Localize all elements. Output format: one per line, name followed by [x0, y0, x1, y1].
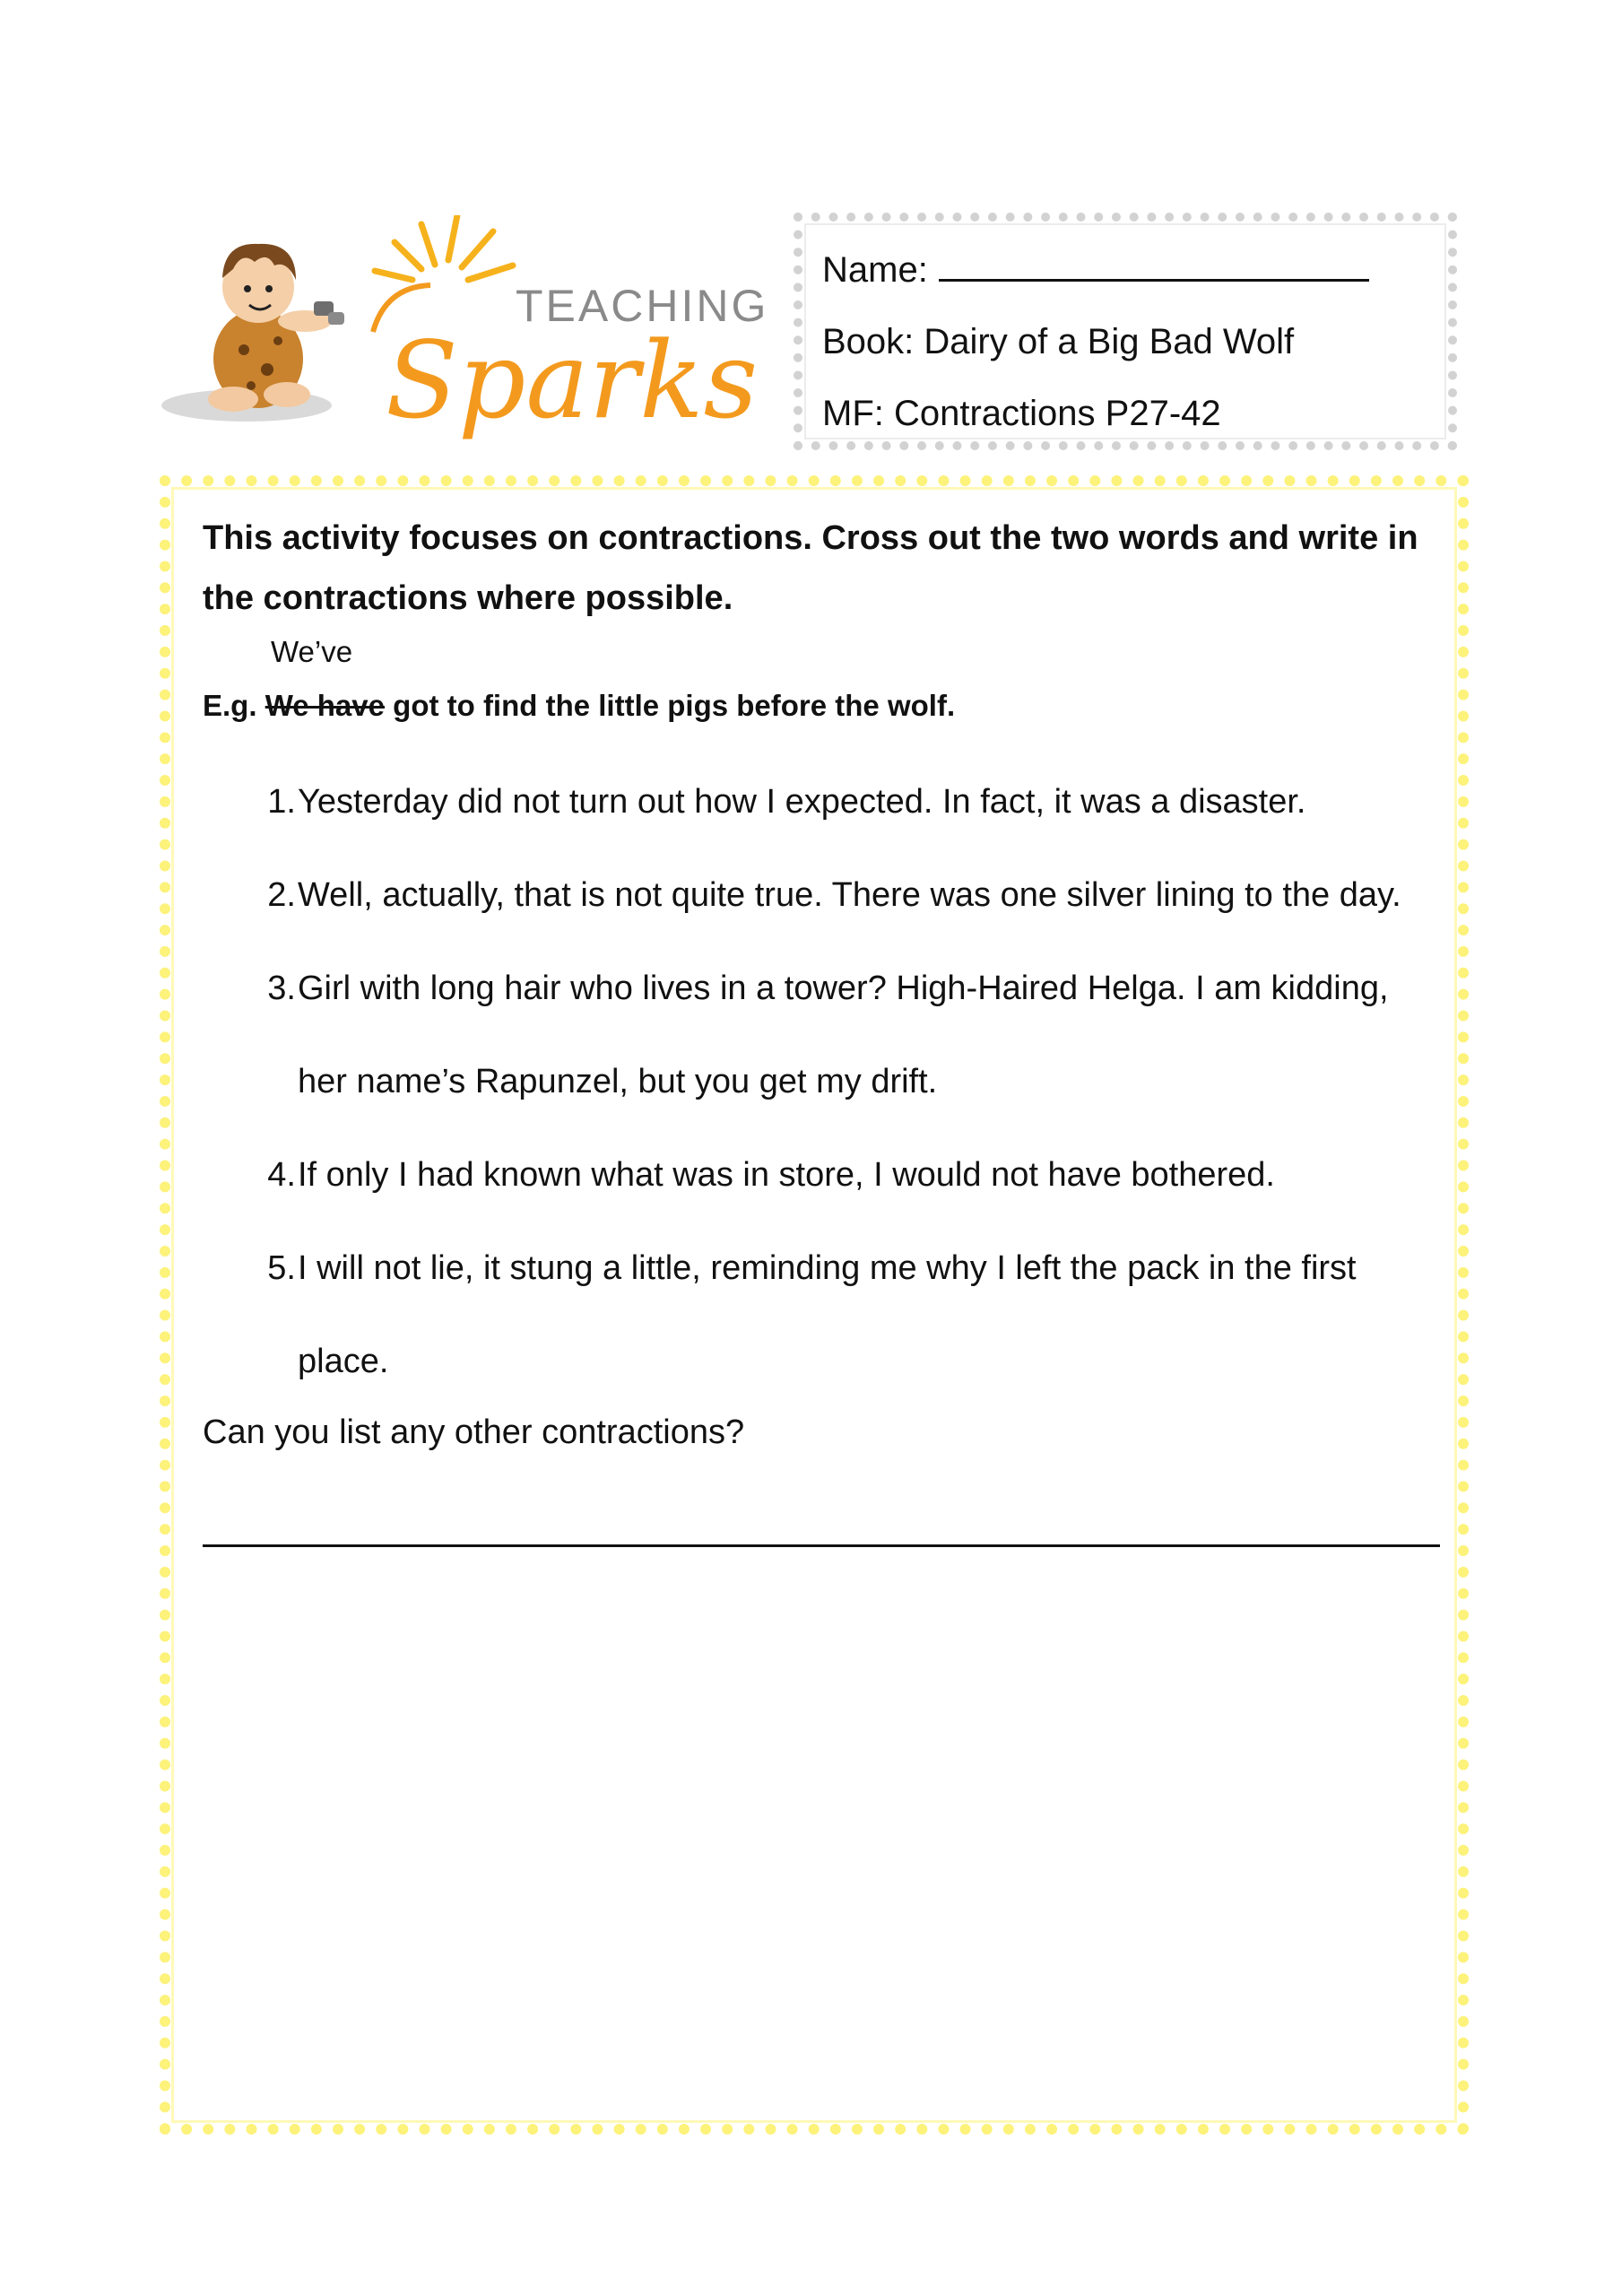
question-number: 2. [267, 876, 296, 914]
name-label: Name: [822, 250, 928, 290]
name-line [822, 234, 1448, 306]
logo-graphic [161, 215, 771, 448]
example-rest: got to find the little pigs before the wolf. [393, 689, 956, 722]
example-sentence [203, 686, 955, 726]
mf-line: MF: Contractions P27-42 [822, 394, 1221, 433]
closing-question: Can you list any other contractions? [203, 1413, 745, 1451]
question-number: 4. [267, 1156, 296, 1194]
book-line: Book: Dairy of a Big Bad Wolf [822, 322, 1295, 361]
question-text[interactable]: If only I had known what was in store, I would not have bothered. [298, 1156, 1275, 1194]
example-prefix: E.g. [203, 689, 257, 722]
question-number: 5. [267, 1249, 296, 1287]
logo-text-bottom: Sparks [386, 318, 759, 442]
question-text[interactable]: I will not lie, it stung a little, reminding me why I left the pack in the first place. [298, 1249, 1357, 1380]
question-text[interactable]: Well, actually, that is not quite true. There was one silver lining to the day. [298, 876, 1401, 914]
example-crossed-out: We have [265, 689, 385, 722]
name-field[interactable] [939, 247, 1369, 282]
teaching-sparks-logo [161, 215, 771, 448]
activity-instructions: This activity focuses on contractions. Cross out the two words and write in the contractions where possible. [203, 519, 1418, 617]
question-text[interactable]: Girl with long hair who lives in a tower? High-Haired Helga. I am kidding, her name’s Rapunzel, but you get my drift. [298, 970, 1389, 1100]
logo-text-top: TEACHING [516, 281, 769, 331]
student-info-box [794, 213, 1457, 450]
activity-box [160, 475, 1469, 2135]
question-number: 3. [267, 970, 296, 1007]
answer-line[interactable] [203, 1544, 1440, 1547]
question-text[interactable]: Yesterday did not turn out how I expected. In fact, it was a disaster. [298, 783, 1306, 821]
example-contraction: We’ve [271, 635, 353, 668]
question-number: 1. [267, 783, 296, 821]
